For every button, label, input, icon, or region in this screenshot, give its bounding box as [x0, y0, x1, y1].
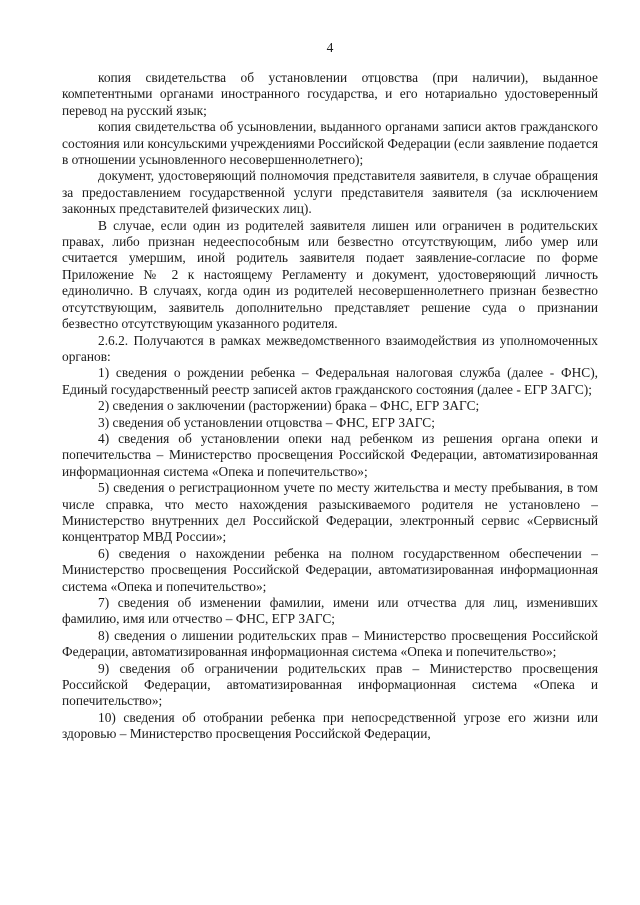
page-number: 4 — [326, 40, 334, 55]
paragraph-section-2-6-2: 2.6.2. Получаются в рамках межведомственного взаимодействия из уполномоченных органов: — [62, 332, 598, 364]
list-item-7: 7) сведения об изменении фамилии, имени или отчества для лиц, изменивших фамилию, имя или отчество – ФНС, ЕГР ЗАГС; — [62, 595, 598, 627]
paragraph-adoption-copy: копия свидетельства об усыновлении, выданного органами записи актов гражданского состояния или консульскими учреждениями Российской Федерации (если заявление подается в отношении усыновленного несовершеннолетнего); — [62, 119, 598, 168]
paragraph-foreign-paternity-copy: копия свидетельства об установлении отцовства (при наличии), выданное компетентными органами иностранного государства, и его нотариально удостоверенный перевод на русский язык; — [62, 70, 598, 118]
list-item-3: 3) сведения об установлении отцовства – ФНС, ЕГР ЗАГС; — [98, 414, 435, 430]
paragraph-parent-consent: В случае, если один из родителей заявителя лишен или ограничен в родительских правах, либо признан недееспособным или безвестно отсутствующим, либо умер или считается умершим, иной родитель заявителя подает заявление-согласие по форме Приложение № 2 к настоящему Регламенту и документ, удостоверяющий личность единолично. В случаях, когда один из родителей несовершеннолетнего признан безвестно отсутствующим, заявитель дополнительно представляет решение суда о признании безвестно отсутствующим указанного родителя. — [62, 217, 598, 332]
list-item-8: 8) сведения о лишении родительских прав – Министерство просвещения Российской Федерации, автоматизированная информационная система «Опека и попечительство»; — [62, 627, 598, 660]
list-item-4: 4) сведения об установлении опеки над ребенком из решения органа опеки и попечительства – Министерство просвещения Российской Федерации, автоматизированная информационная система «Опека и попечительство»; — [62, 430, 598, 479]
list-item-9: 9) сведения об ограничении родительских прав – Министерство просвещения Российской Федерации, автоматизированная информационная система «Опека и попечительство»; — [62, 660, 598, 709]
paragraph-representative-authority: документ, удостоверяющий полномочия представителя заявителя, в случае обращения за предоставлением государственной услуги представителя заявителя (за исключением законных представителей физических лиц). — [62, 168, 598, 217]
list-item-2: 2) сведения о заключении (расторжении) брака – ФНС, ЕГР ЗАГС; — [98, 398, 480, 414]
document-body — [62, 70, 598, 743]
list-item-5: 5) сведения о регистрационном учете по месту жительства и месту пребывания, в том числе справка, что место нахождения разыскиваемого родителя не установлено – Министерство внутренних дел Российской Федерации, электронный сервис «Сервисный концентратор МВД России»; — [62, 480, 598, 545]
list-item-6: 6) сведения о нахождении ребенка на полном государственном обеспечении – Министерство просвещения Российской Федерации, автоматизированная информационная система «Опека и попечительство»; — [62, 545, 598, 594]
list-item-10: 10) сведения об отобрании ребенка при непосредственной угрозе его жизни или здоровью – Министерство просвещения Российской Федерации, — [62, 709, 598, 742]
list-item-1: 1) сведения о рождении ребенка – Федеральная налоговая служба (далее - ФНС), Единый государственный реестр записей актов гражданского состояния (далее - ЕГР ЗАГС); — [62, 365, 598, 397]
